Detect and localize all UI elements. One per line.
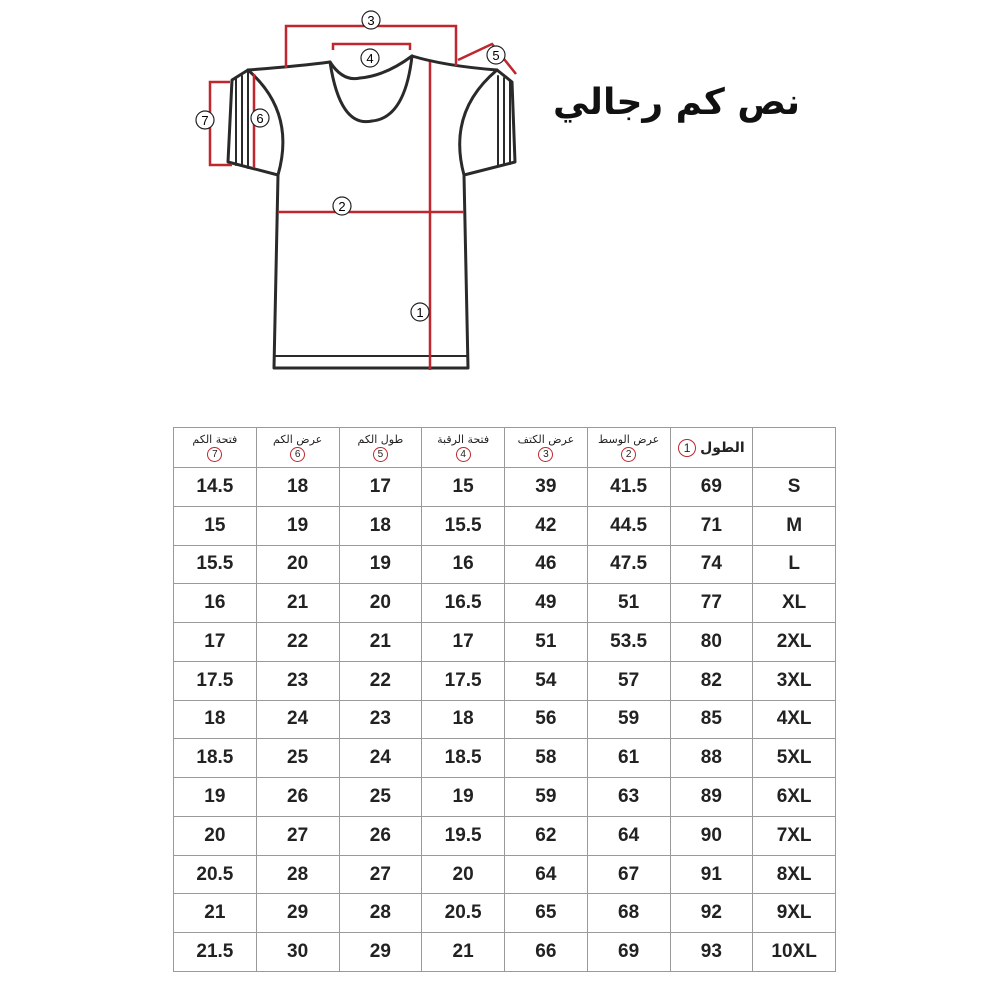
svg-text:6: 6: [256, 111, 264, 126]
table-row: [174, 816, 836, 855]
cell-shoulder-width: 49: [505, 584, 588, 623]
header-cuff-opening: [174, 428, 257, 468]
cell-waist-width: 59: [587, 700, 670, 739]
cell-sleeve-width: 24: [256, 700, 339, 739]
cell-cuff-opening: 18.5: [174, 739, 257, 778]
cell-sleeve-width: 25: [256, 739, 339, 778]
cell-length: 89: [670, 778, 753, 817]
cell-length: 85: [670, 700, 753, 739]
cell-neck-opening: 15: [422, 468, 505, 507]
cell-cuff-opening: 14.5: [174, 468, 257, 507]
table-row: [174, 855, 836, 894]
header-number: 5: [373, 447, 388, 462]
svg-text:7: 7: [201, 113, 209, 128]
header-number: 3: [538, 447, 553, 462]
svg-text:4: 4: [366, 51, 374, 66]
cell-neck-opening: 17: [422, 623, 505, 662]
marker-3: [362, 11, 380, 29]
cell-sleeve-length: 28: [339, 894, 422, 933]
cell-shoulder-width: 46: [505, 545, 588, 584]
cell-length: 82: [670, 661, 753, 700]
cell-sleeve-length: 22: [339, 661, 422, 700]
cell-length: 77: [670, 584, 753, 623]
cell-size: 10XL: [753, 933, 836, 972]
header-label: عرض الوسط: [598, 432, 660, 446]
cell-neck-opening: 21: [422, 933, 505, 972]
cell-shoulder-width: 59: [505, 778, 588, 817]
cell-waist-width: 41.5: [587, 468, 670, 507]
cell-cuff-opening: 20.5: [174, 855, 257, 894]
cell-waist-width: 57: [587, 661, 670, 700]
cell-sleeve-width: 28: [256, 855, 339, 894]
cell-size: 9XL: [753, 894, 836, 933]
svg-text:5: 5: [492, 48, 500, 63]
cell-shoulder-width: 42: [505, 506, 588, 545]
marker-1: [411, 303, 429, 321]
cell-length: 92: [670, 894, 753, 933]
cell-neck-opening: 20: [422, 855, 505, 894]
cell-size: 2XL: [753, 623, 836, 662]
cell-sleeve-length: 25: [339, 778, 422, 817]
header-length: [670, 428, 753, 468]
cell-cuff-opening: 15.5: [174, 545, 257, 584]
cell-sleeve-width: 26: [256, 778, 339, 817]
cell-length: 69: [670, 468, 753, 507]
header-number: 1: [678, 439, 696, 457]
cell-length: 88: [670, 739, 753, 778]
cell-length: 91: [670, 855, 753, 894]
cell-sleeve-width: 19: [256, 506, 339, 545]
cell-cuff-opening: 17: [174, 623, 257, 662]
cell-sleeve-width: 20: [256, 545, 339, 584]
cell-cuff-opening: 20: [174, 816, 257, 855]
tshirt-measurement-diagram: [0, 0, 1000, 400]
cell-waist-width: 47.5: [587, 545, 670, 584]
cell-waist-width: 67: [587, 855, 670, 894]
cell-size: S: [753, 468, 836, 507]
header-sleeve-width: [256, 428, 339, 468]
cell-waist-width: 44.5: [587, 506, 670, 545]
cell-sleeve-width: 23: [256, 661, 339, 700]
cell-shoulder-width: 58: [505, 739, 588, 778]
cell-sleeve-length: 23: [339, 700, 422, 739]
page-title: نص كم رجالي: [553, 82, 800, 123]
table-row: [174, 623, 836, 662]
cell-shoulder-width: 56: [505, 700, 588, 739]
cell-sleeve-length: 26: [339, 816, 422, 855]
svg-text:1: 1: [416, 305, 424, 320]
cell-size: XL: [753, 584, 836, 623]
header-label: فتحة الرقبة: [437, 432, 490, 446]
cell-sleeve-width: 30: [256, 933, 339, 972]
cell-size: 4XL: [753, 700, 836, 739]
cell-sleeve-width: 27: [256, 816, 339, 855]
header-neck-opening: [422, 428, 505, 468]
cell-sleeve-length: 29: [339, 933, 422, 972]
cell-sleeve-length: 18: [339, 506, 422, 545]
header-sleeve-length: [339, 428, 422, 468]
cell-waist-width: 63: [587, 778, 670, 817]
svg-text:3: 3: [367, 13, 375, 28]
cell-neck-opening: 15.5: [422, 506, 505, 545]
marker-4: [361, 49, 379, 67]
header-label: عرض الكتف: [517, 432, 575, 446]
cell-size: 6XL: [753, 778, 836, 817]
header-label: طول الكم: [357, 432, 404, 446]
marker-5: [487, 46, 505, 64]
cell-shoulder-width: 51: [505, 623, 588, 662]
cell-length: 90: [670, 816, 753, 855]
cell-neck-opening: 16.5: [422, 584, 505, 623]
table-row: [174, 661, 836, 700]
table-row: [174, 739, 836, 778]
header-number: 4: [456, 447, 471, 462]
cell-sleeve-length: 27: [339, 855, 422, 894]
cell-sleeve-width: 29: [256, 894, 339, 933]
header-label: الطول: [700, 439, 745, 456]
marker-6: [251, 109, 269, 127]
cell-cuff-opening: 18: [174, 700, 257, 739]
cell-size: 8XL: [753, 855, 836, 894]
table-row: [174, 506, 836, 545]
cell-sleeve-length: 19: [339, 545, 422, 584]
marker-7: [196, 111, 214, 129]
cell-length: 74: [670, 545, 753, 584]
cell-cuff-opening: 16: [174, 584, 257, 623]
cell-neck-opening: 19: [422, 778, 505, 817]
cell-shoulder-width: 54: [505, 661, 588, 700]
header-number: 6: [290, 447, 305, 462]
header-size: [753, 428, 836, 468]
header-label: عرض الكم: [273, 432, 323, 446]
cell-waist-width: 69: [587, 933, 670, 972]
cell-cuff-opening: 15: [174, 506, 257, 545]
cell-length: 71: [670, 506, 753, 545]
cell-waist-width: 64: [587, 816, 670, 855]
cell-neck-opening: 16: [422, 545, 505, 584]
table-row: [174, 894, 836, 933]
size-chart-table: [173, 427, 836, 972]
cell-shoulder-width: 39: [505, 468, 588, 507]
cell-waist-width: 68: [587, 894, 670, 933]
cell-shoulder-width: 66: [505, 933, 588, 972]
header-label: فتحة الكم: [192, 432, 238, 446]
cell-neck-opening: 18: [422, 700, 505, 739]
header-number: 7: [207, 447, 222, 462]
cell-length: 93: [670, 933, 753, 972]
table-row: [174, 700, 836, 739]
cell-sleeve-width: 21: [256, 584, 339, 623]
cell-neck-opening: 20.5: [422, 894, 505, 933]
cell-waist-width: 53.5: [587, 623, 670, 662]
cell-sleeve-length: 20: [339, 584, 422, 623]
cell-sleeve-length: 24: [339, 739, 422, 778]
svg-text:2: 2: [338, 199, 346, 214]
marker-2: [333, 197, 351, 215]
cell-sleeve-length: 21: [339, 623, 422, 662]
cell-shoulder-width: 62: [505, 816, 588, 855]
table-row: [174, 584, 836, 623]
cell-cuff-opening: 17.5: [174, 661, 257, 700]
cell-waist-width: 61: [587, 739, 670, 778]
header-number: 2: [621, 447, 636, 462]
cell-waist-width: 51: [587, 584, 670, 623]
cell-cuff-opening: 21.5: [174, 933, 257, 972]
header-shoulder-width: [505, 428, 588, 468]
cell-cuff-opening: 21: [174, 894, 257, 933]
cell-size: 3XL: [753, 661, 836, 700]
cell-sleeve-width: 18: [256, 468, 339, 507]
table-header-row: [174, 428, 836, 468]
cell-sleeve-length: 17: [339, 468, 422, 507]
table-row: [174, 468, 836, 507]
cell-size: M: [753, 506, 836, 545]
table-row: [174, 778, 836, 817]
cell-length: 80: [670, 623, 753, 662]
cell-neck-opening: 17.5: [422, 661, 505, 700]
cell-sleeve-width: 22: [256, 623, 339, 662]
cell-cuff-opening: 19: [174, 778, 257, 817]
cell-neck-opening: 18.5: [422, 739, 505, 778]
cell-size: 5XL: [753, 739, 836, 778]
cell-size: L: [753, 545, 836, 584]
header-waist-width: [587, 428, 670, 468]
table-row: [174, 545, 836, 584]
cell-size: 7XL: [753, 816, 836, 855]
cell-neck-opening: 19.5: [422, 816, 505, 855]
table-row: [174, 933, 836, 972]
size-rows: [174, 468, 836, 972]
cell-shoulder-width: 65: [505, 894, 588, 933]
cell-shoulder-width: 64: [505, 855, 588, 894]
